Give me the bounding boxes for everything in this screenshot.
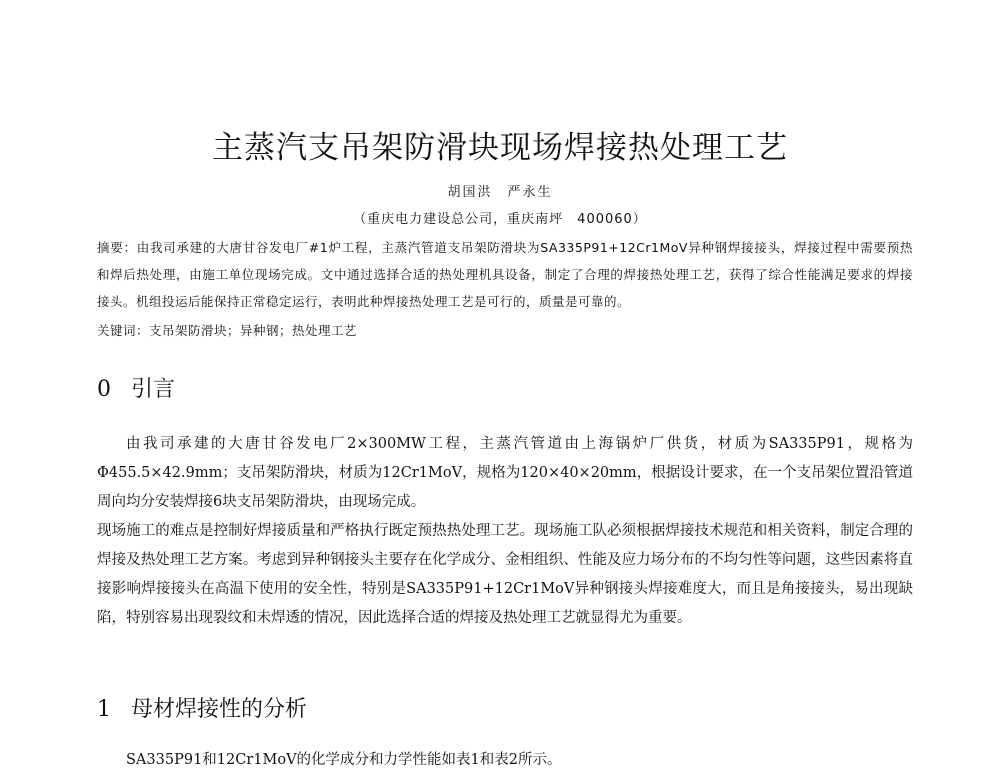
section-title: 母材焊接性的分析 [131,697,308,722]
paper-abstract: 摘要：由我司承建的大唐甘谷发电厂#1炉工程，主蒸汽管道支吊架防滑块为SA335P91+12Cr1MoV异种钢焊接接头，焊接过程中需要预热和焊后热处理，由施工单位现场完成。文中通过选择合适的热处理机具设备，制定了合理的焊接热处理工艺，获得了综合性能满足要求的焊接接头。机组投运后能保持正常稳定运行，表明此种焊接热处理工艺是可行的，质量是可靠的。 [97,240,913,309]
section-number: 0 [97,377,111,402]
paper-authors: 胡国洪 严永生 [447,185,553,200]
paper-affiliation: （重庆电力建设总公司，重庆南坪 400060） [353,212,647,227]
section-heading-weldability [97,692,307,723]
paragraph: 由我司承建的大唐甘谷发电厂2×300MW工程，主蒸汽管道由上海锅炉厂供货，材质为SA335P91，规格为Φ455.5×42.9mm；支吊架防滑块，材质为12Cr1MoV，规格为120×40×20mm，根据设计要求，在一个支吊架位置沿管道周向均分安装焊接6块支吊架防滑块，由现场完成。 [97,436,913,510]
paper-title: 主蒸汽支吊架防滑块现场焊接热处理工艺 [212,130,788,166]
section-number: 1 [97,697,111,722]
section-body-introduction [97,430,913,633]
section-body-weldability [97,746,913,775]
paragraph: 现场施工的难点是控制好焊接质量和严格执行既定预热热处理工艺。现场施工队必须根据焊接技术规范和相关资料，制定合理的焊接及热处理工艺方案。考虑到异种钢接头主要存在化学成分、金相组织、性能及应力场分布的不均匀性等问题，这些因素将直接影响焊接接头在高温下使用的安全性，特别是SA335P91+12Cr1MoV异种钢接头焊接难度大，而且是角接接头，易出现缺陷，特别容易出现裂纹和未焊透的情况，因此选择合适的焊接及热处理工艺就显得尤为重要。 [97,523,913,626]
section-title: 引言 [131,377,176,402]
paper-keywords: 关键词：支吊架防滑块；异种钢；热处理工艺 [97,323,358,338]
section-heading-introduction [97,372,175,403]
paragraph: SA335P91和12Cr1MoV的化学成分和力学性能如表1和表2所示。 [126,752,562,768]
